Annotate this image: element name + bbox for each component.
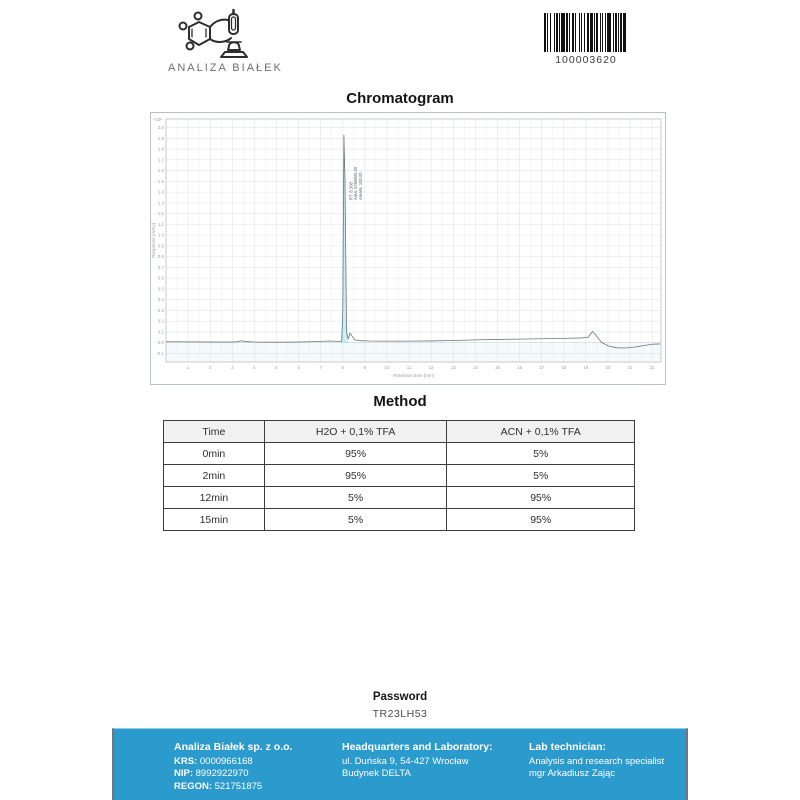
cell-time: 0min <box>164 443 265 465</box>
barcode <box>538 13 634 52</box>
cell-acn: 5% <box>447 465 635 487</box>
svg-text:RT: 8.308: RT: 8.308 <box>348 182 354 200</box>
molecule-microscope-icon <box>177 8 255 60</box>
regon-label: REGON: <box>174 780 212 792</box>
svg-text:Area%: 100.00: Area%: 100.00 <box>357 172 363 200</box>
svg-text:4: 4 <box>253 365 256 370</box>
barcode-bar <box>626 13 628 52</box>
svg-text:0.4: 0.4 <box>157 297 164 303</box>
svg-text:1.8: 1.8 <box>157 146 164 152</box>
svg-text:19: 19 <box>583 365 589 370</box>
footer <box>112 728 688 800</box>
headquarters-title: Headquarters and Laboratory: <box>342 741 493 753</box>
logo-text: ANALIZA BIAŁEK <box>168 62 283 74</box>
technician-role: Analysis and research specialist <box>529 755 665 767</box>
method-title: Method <box>373 393 427 410</box>
svg-text:13: 13 <box>450 365 456 370</box>
svg-text:0.9: 0.9 <box>157 243 164 249</box>
cell-time: 12min <box>164 487 265 509</box>
svg-text:-0.1: -0.1 <box>156 350 164 356</box>
svg-text:22: 22 <box>649 365 655 370</box>
header-time: Time <box>164 421 265 443</box>
footer-technician-column <box>529 729 679 800</box>
table-row <box>164 465 635 487</box>
cell-acn: 95% <box>447 487 635 509</box>
nip-label: NIP: <box>174 768 193 780</box>
svg-text:7: 7 <box>319 365 322 370</box>
svg-text:1.9: 1.9 <box>157 135 164 141</box>
svg-text:12: 12 <box>428 365 434 370</box>
password-value: TR23LH53 <box>372 708 428 720</box>
barcode-block <box>538 13 634 66</box>
svg-text:18: 18 <box>561 365 567 370</box>
svg-text:0.8: 0.8 <box>157 254 164 260</box>
svg-text:10: 10 <box>384 365 390 370</box>
svg-text:16: 16 <box>517 365 523 370</box>
svg-text:1.7: 1.7 <box>157 157 164 163</box>
svg-text:21: 21 <box>627 365 633 370</box>
header-acn: ACN + 0,1% TFA <box>447 421 635 443</box>
company-nip <box>174 768 339 781</box>
cell-time: 15min <box>164 509 265 531</box>
table-row <box>164 509 635 531</box>
svg-text:2.0: 2.0 <box>157 125 164 131</box>
svg-text:0.7: 0.7 <box>157 264 164 270</box>
svg-text:0.1: 0.1 <box>157 329 164 335</box>
svg-text:×10³: ×10³ <box>153 117 162 122</box>
svg-text:15: 15 <box>495 365 500 370</box>
svg-text:1.1: 1.1 <box>157 221 164 227</box>
svg-text:0.5: 0.5 <box>157 286 164 292</box>
krs-value: 0000966168 <box>199 755 253 767</box>
svg-text:0.6: 0.6 <box>157 275 164 281</box>
svg-text:14: 14 <box>472 365 478 370</box>
svg-text:2: 2 <box>208 365 212 370</box>
technician-title: Lab technician: <box>529 741 607 753</box>
table-row <box>164 487 635 509</box>
svg-text:Area: 6269845.00: Area: 6269845.00 <box>353 166 359 200</box>
svg-text:17: 17 <box>539 365 545 370</box>
barcode-number: 100003620 <box>555 54 617 66</box>
svg-text:6: 6 <box>297 365 300 370</box>
header-h2o: H2O + 0,1% TFA <box>264 421 447 443</box>
svg-text:1.5: 1.5 <box>157 178 164 184</box>
svg-text:1.2: 1.2 <box>157 211 164 217</box>
password-block <box>0 691 800 720</box>
svg-text:1.6: 1.6 <box>157 168 164 174</box>
cell-h2o: 95% <box>264 443 447 465</box>
svg-text:8: 8 <box>341 365 345 370</box>
footer-company-column <box>174 729 339 800</box>
company-name: Analiza Białek sp. z o.o. <box>174 741 293 753</box>
method-table <box>163 420 635 531</box>
password-label: Password <box>372 691 428 703</box>
footer-headquarters-column <box>342 729 527 800</box>
svg-text:1: 1 <box>186 365 190 370</box>
svg-text:11: 11 <box>406 365 412 370</box>
chromatogram-chart <box>150 112 666 385</box>
nip-value: 8992922970 <box>195 768 249 780</box>
table-row <box>164 443 635 465</box>
cell-h2o: 95% <box>264 465 447 487</box>
company-regon <box>174 781 339 794</box>
headquarters-address: ul. Duńska 9, 54-427 Wrocław <box>342 755 469 767</box>
krs-label: KRS: <box>174 755 198 767</box>
svg-text:3: 3 <box>231 365 234 370</box>
svg-text:1.3: 1.3 <box>157 200 164 206</box>
svg-text:1.0: 1.0 <box>157 232 164 238</box>
headquarters-building: Budynek DELTA <box>342 768 411 780</box>
cell-h2o: 5% <box>264 487 447 509</box>
cell-time: 2min <box>164 465 265 487</box>
svg-text:0.3: 0.3 <box>157 307 164 313</box>
cell-h2o: 5% <box>264 509 447 531</box>
cell-acn: 95% <box>447 509 635 531</box>
svg-text:Retention time [min]: Retention time [min] <box>393 373 434 378</box>
svg-text:9: 9 <box>363 365 367 370</box>
chromatogram-title: Chromatogram <box>346 90 454 107</box>
technician-name: mgr Arkadiusz Zając <box>529 768 616 780</box>
regon-value: 521751875 <box>214 780 263 792</box>
svg-text:20: 20 <box>605 365 611 370</box>
svg-text:0.2: 0.2 <box>157 318 164 324</box>
svg-text:0.0: 0.0 <box>157 340 164 346</box>
svg-text:5: 5 <box>275 365 278 370</box>
cell-acn: 5% <box>447 443 635 465</box>
svg-text:Response [mAU]: Response [mAU] <box>151 223 156 258</box>
company-krs <box>174 756 339 769</box>
table-header-row <box>164 421 635 443</box>
company-logo <box>168 8 283 74</box>
svg-text:1.4: 1.4 <box>157 189 164 195</box>
